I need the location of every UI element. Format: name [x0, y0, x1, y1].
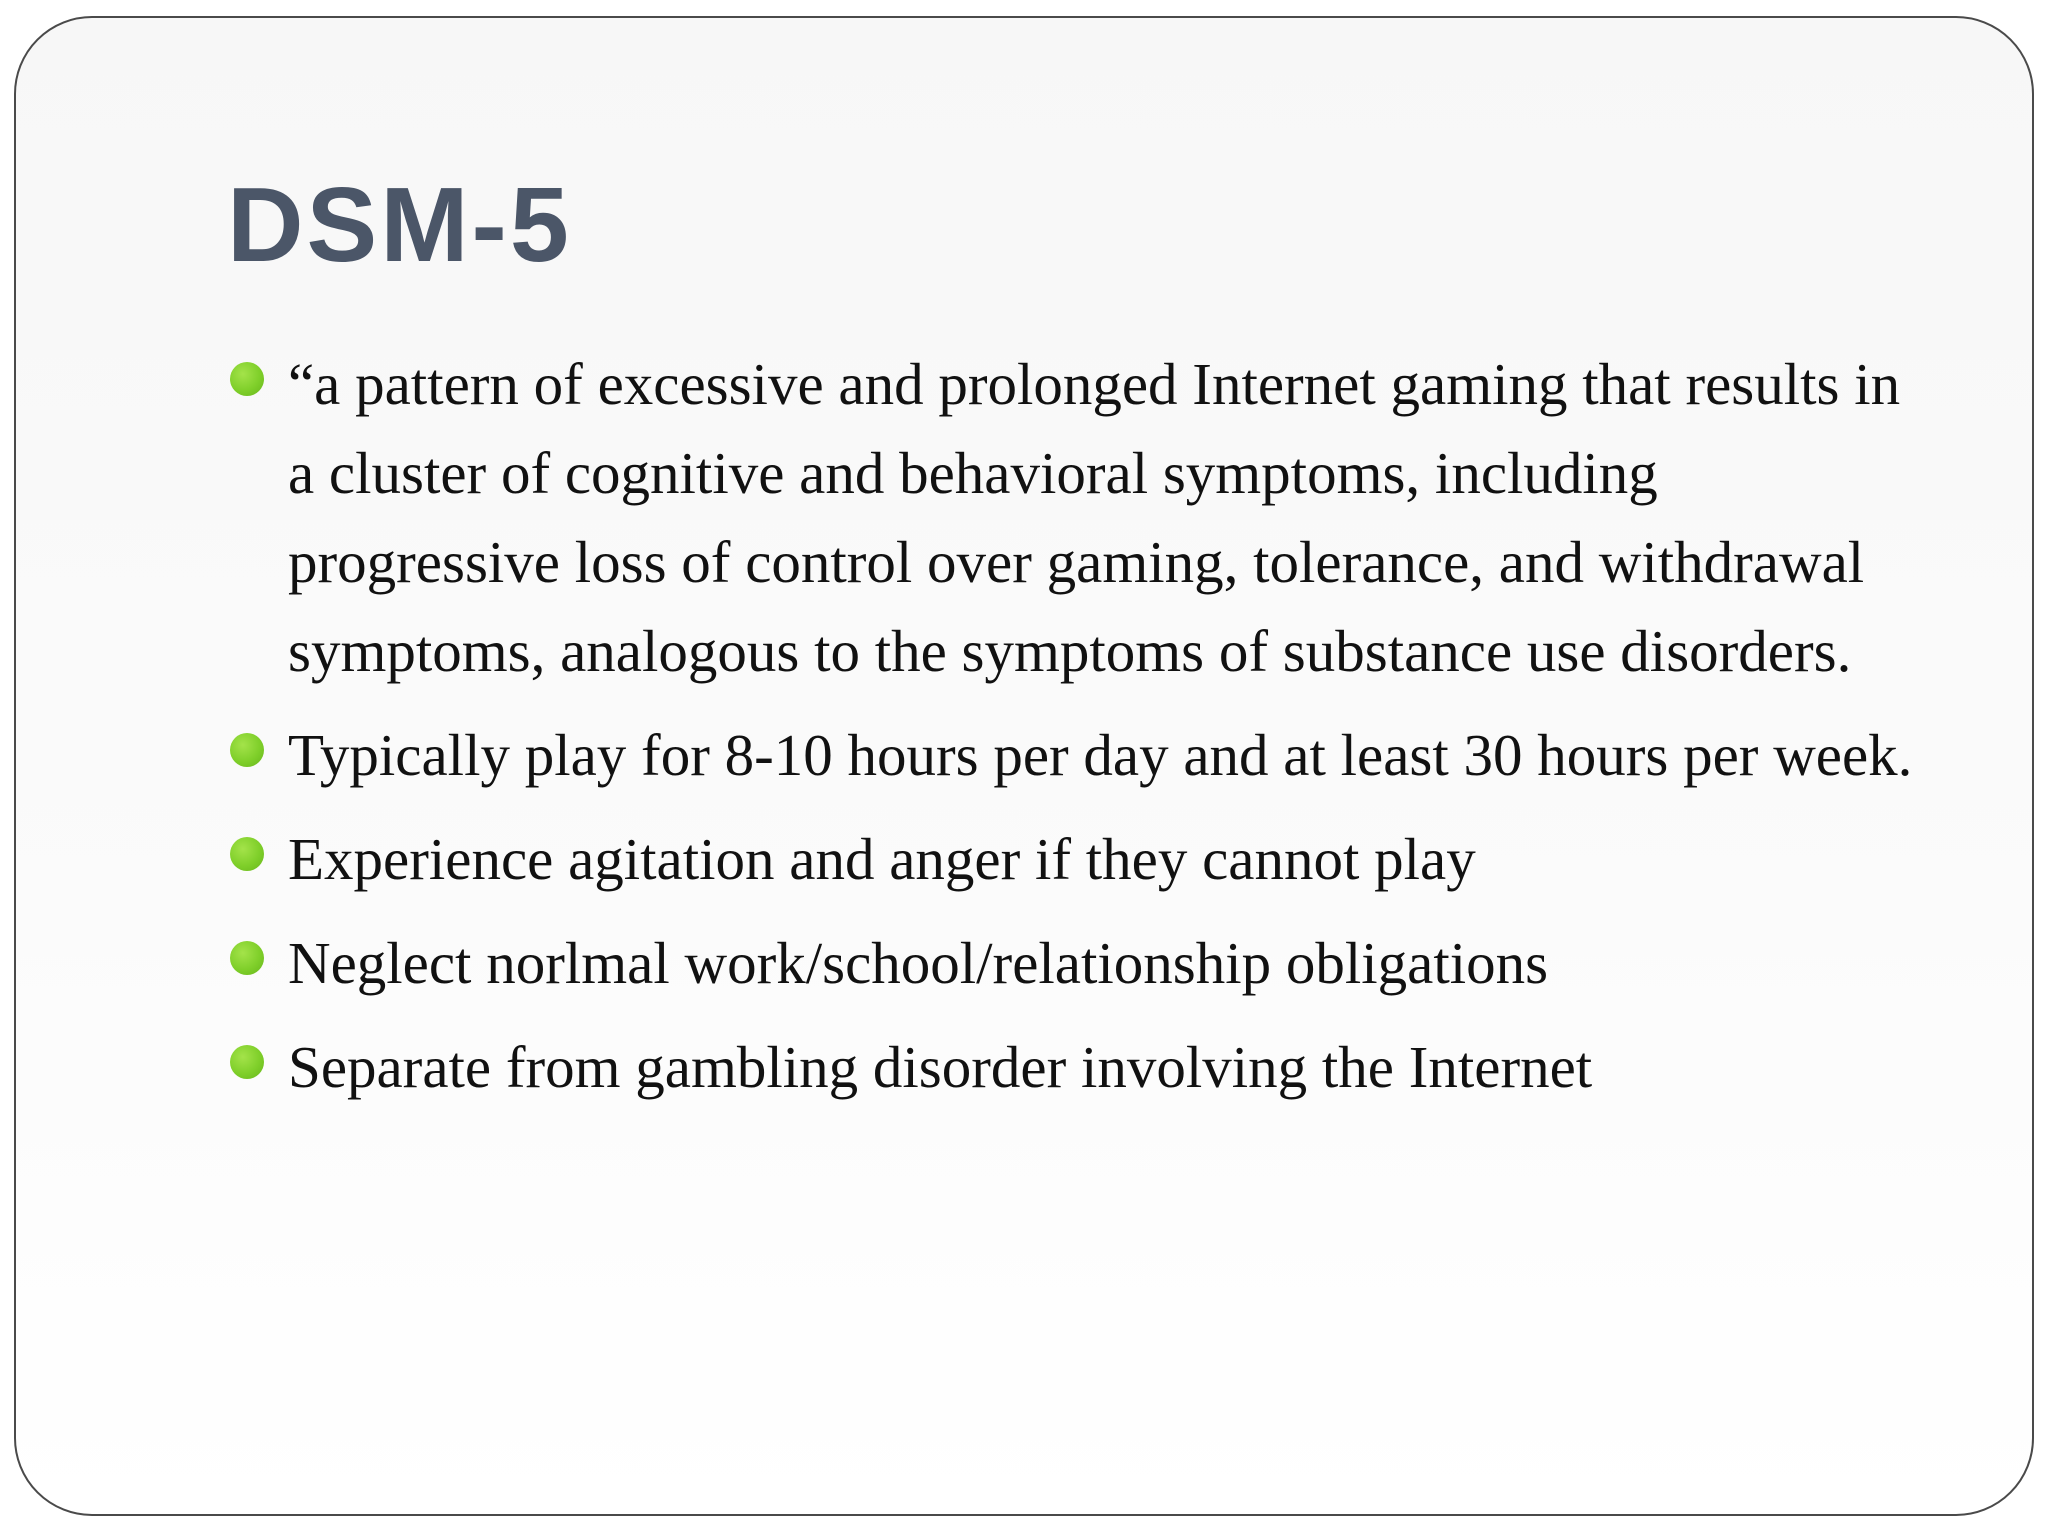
bullet-text: “a pattern of excessive and prolonged Internet gaming that results in a cluster of cognitive and behavioral symptoms, including progressive loss of control over gaming, tolerance, and withdrawal symptoms, analogous to the symptoms of substance use disorders.: [288, 351, 1901, 684]
bullet-dot-icon: [230, 837, 264, 871]
bullet-dot-icon: [230, 733, 264, 767]
bullet-item: [226, 340, 1926, 696]
bullet-item: [226, 1023, 1926, 1112]
bullet-text: Neglect norlmal work/school/relationship obligations: [288, 930, 1549, 996]
bullet-dot-icon: [230, 362, 264, 396]
bullet-text: Separate from gambling disorder involving the Internet: [288, 1034, 1593, 1100]
bullet-item: [226, 919, 1926, 1008]
bullet-item: [226, 815, 1926, 904]
bullet-item: [226, 711, 1926, 800]
slide-title: DSM-5: [227, 166, 572, 284]
bullet-list: [226, 340, 1926, 1127]
bullet-dot-icon: [230, 1045, 264, 1079]
bullet-dot-icon: [230, 941, 264, 975]
bullet-text: Typically play for 8-10 hours per day and at least 30 hours per week.: [288, 722, 1913, 788]
bullet-text: Experience agitation and anger if they cannot play: [288, 826, 1476, 892]
